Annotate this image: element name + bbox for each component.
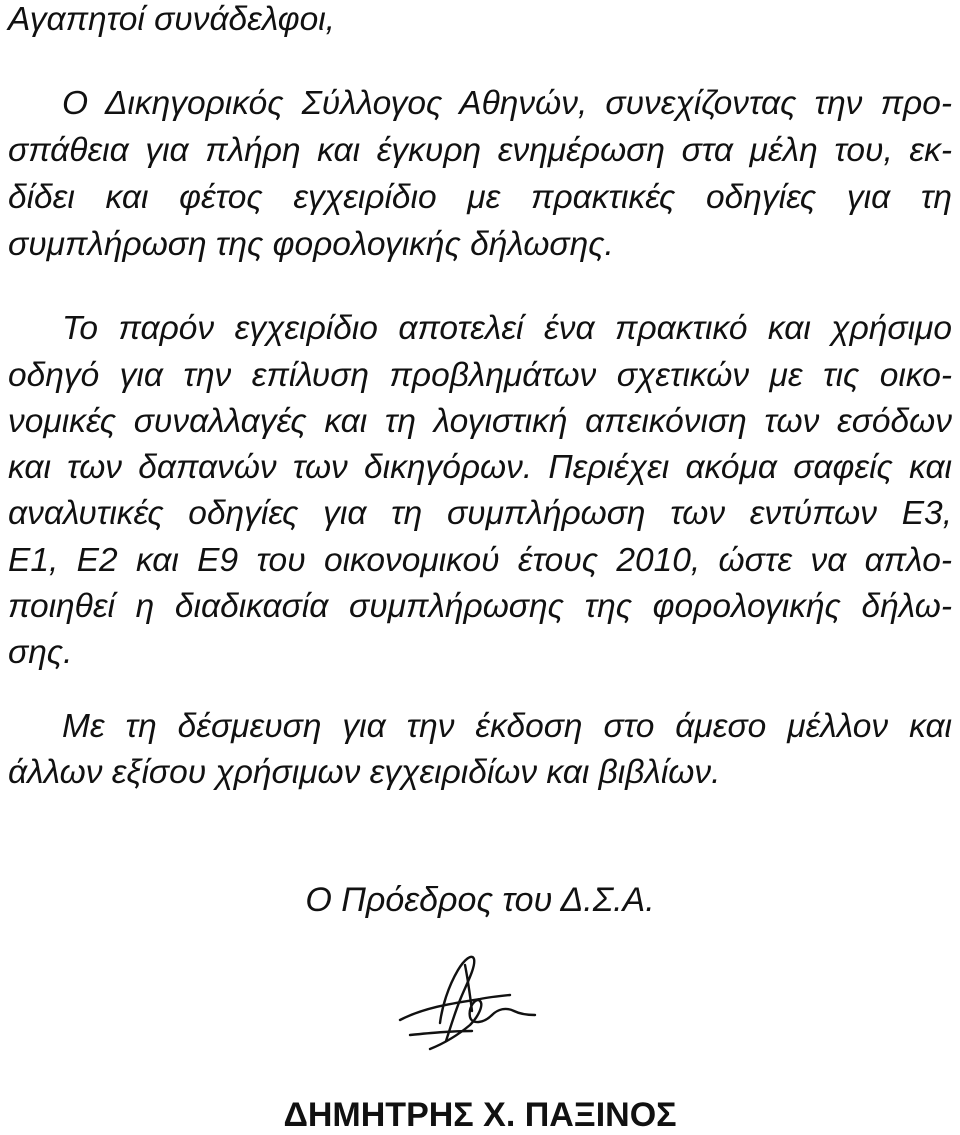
paragraph-line: αναλυτικές οδηγίες για τη συμπλήρωση των εντύπων Ε3, [8, 495, 952, 532]
paragraph-line: και των δαπανών των δικηγόρων. Περιέχει ακόμα σαφείς και [8, 449, 952, 486]
greeting: Αγαπητοί συνάδελφοι, [8, 1, 335, 38]
paragraph-line: Με τη δέσμευση για την έκδοση στο άμεσο μέλλον και [62, 708, 952, 745]
paragraph-line: δίδει και φέτος εγχειρίδιο με πρακτικές οδηγίες για τη [8, 179, 952, 216]
paragraph-line: Ο Δικηγορικός Σύλλογος Αθηνών, συνεχίζοντας την προ- [62, 85, 952, 122]
signatory-title: Ο Πρόεδρος του Δ.Σ.Α. [305, 881, 655, 919]
paragraph-line: σπάθεια για πλήρη και έγκυρη ενημέρωση στα μέλη του, εκ- [8, 132, 952, 169]
paragraph-line: οδηγό για την επίλυση προβλημάτων σχετικών με τις οικο- [8, 357, 952, 394]
handwritten-signature [380, 945, 550, 1060]
paragraph-line: νομικές συναλλαγές και τη λογιστική απεικόνιση των εσόδων [8, 403, 952, 440]
paragraph-line: άλλων εξίσου χρήσιμων εγχειριδίων και βιβλίων. [8, 754, 721, 791]
paragraph-line: ποιηθεί η διαδικασία συμπλήρωσης της φορολογικής δήλω- [8, 588, 952, 625]
paragraph-line: Το παρόν εγχειρίδιο αποτελεί ένα πρακτικό και χρήσιμο [62, 310, 952, 347]
paragraph-line: συμπλήρωση της φορολογικής δήλωσης. [8, 226, 614, 263]
paragraph-line: σης. [8, 634, 73, 671]
paragraph-line: Ε1, Ε2 και Ε9 του οικονομικού έτους 2010, ώστε να απλο- [8, 542, 952, 579]
signer-name: ΔΗΜΗΤΡΗΣ Χ. ΠΑΞΙΝΟΣ [283, 1096, 677, 1134]
